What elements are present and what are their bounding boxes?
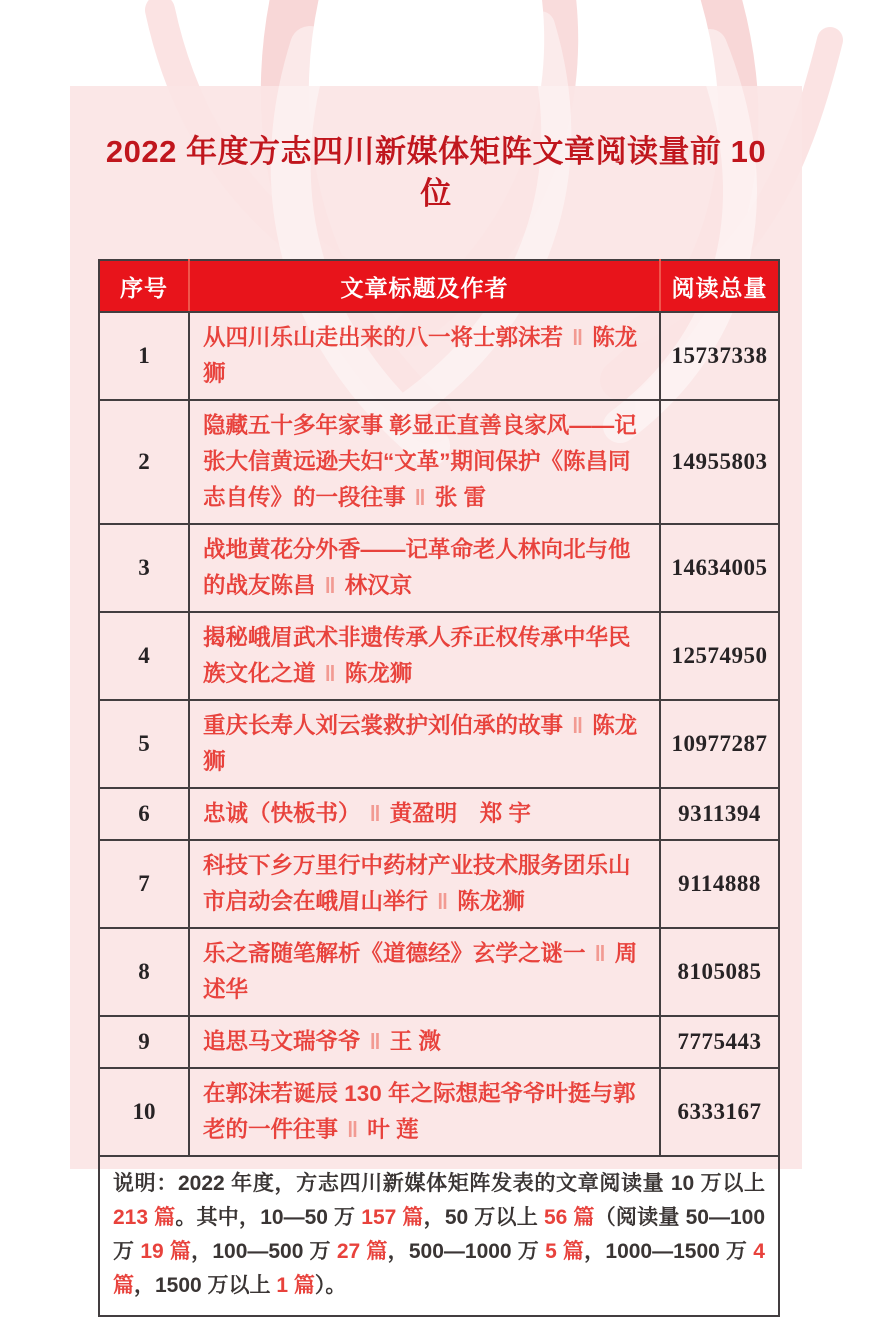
table-row	[99, 524, 779, 612]
footnote-segment: 19 篇	[140, 1240, 192, 1263]
author-name: 陈龙狮	[203, 325, 638, 386]
footnote-segment: 。其中，10—50 万	[175, 1206, 362, 1229]
article-title: 科技下乡万里行中药材产业技术服务团乐山市启动会在峨眉山举行	[203, 853, 631, 914]
author-separator: ‖	[324, 661, 336, 686]
table-row	[99, 788, 779, 840]
author-separator: ‖	[572, 325, 584, 350]
author-separator: ‖	[347, 1117, 359, 1142]
rank-number: 5	[99, 700, 189, 788]
article-cell	[189, 788, 660, 840]
article-title: 战地黄花分外香——记革命老人林向北与他的战友陈昌	[203, 537, 631, 598]
table-row	[99, 700, 779, 788]
column-header-reads: 阅读总量	[660, 260, 779, 312]
rank-number: 8	[99, 928, 189, 1016]
author-name: 周述华	[203, 941, 638, 1002]
table-body	[99, 312, 779, 1156]
rank-number: 7	[99, 840, 189, 928]
article-cell	[189, 928, 660, 1016]
article-title: 隐藏五十多年家事 彰显正直善良家风——记张大信黄远逊夫妇“文革”期间保护《陈昌同志自传》的一段往事	[203, 413, 637, 510]
footnote-segment: 1 篇	[276, 1274, 315, 1297]
article-title: 从四川乐山走出来的八一将士郭沫若	[203, 325, 564, 350]
footnote-segment: 157 篇	[361, 1206, 424, 1229]
table-row	[99, 612, 779, 700]
table-header	[99, 260, 779, 312]
article-cell	[189, 312, 660, 400]
article-cell	[189, 700, 660, 788]
table-row	[99, 1016, 779, 1068]
table-row	[99, 1068, 779, 1156]
read-count: 9114888	[660, 840, 779, 928]
footnote-segment: ，1000—1500 万	[584, 1240, 754, 1263]
read-count: 14634005	[660, 524, 779, 612]
author-separator: ‖	[414, 485, 426, 510]
rank-number: 3	[99, 524, 189, 612]
footnote-segment: ）。	[314, 1274, 347, 1297]
rank-number: 9	[99, 1016, 189, 1068]
read-count: 8105085	[660, 928, 779, 1016]
footnote-segment: 说明：2022 年度，方志四川新媒体矩阵发表的文章阅读量 10 万以上	[113, 1172, 765, 1195]
read-count: 6333167	[660, 1068, 779, 1156]
author-separator: ‖	[437, 889, 449, 914]
pink-panel	[70, 86, 802, 1297]
footnote-segment: 5 篇	[545, 1240, 585, 1263]
rank-number: 2	[99, 400, 189, 524]
author-separator: ‖	[594, 941, 606, 966]
footnote-segment: ，100—500 万	[191, 1240, 337, 1263]
read-count: 15737338	[660, 312, 779, 400]
author-name: 张 雷	[434, 485, 486, 510]
author-separator: ‖	[369, 1029, 381, 1054]
table-row	[99, 840, 779, 928]
column-header-number: 序号	[99, 260, 189, 312]
article-title: 在郭沫若诞辰 130 年之际想起爷爷叶挺与郭老的一件往事	[203, 1081, 636, 1142]
ranking-table	[98, 259, 780, 1317]
read-count: 7775443	[660, 1016, 779, 1068]
footnote-text	[99, 1156, 779, 1316]
rank-number: 10	[99, 1068, 189, 1156]
footnote-segment: 4 篇	[113, 1240, 765, 1297]
article-title: 忠诚（快板书）	[203, 801, 361, 826]
table-row	[99, 312, 779, 400]
article-cell	[189, 1068, 660, 1156]
article-cell	[189, 612, 660, 700]
article-title: 重庆长寿人刘云裳救护刘伯承的故事	[203, 713, 564, 738]
footnote-segment: （阅读量 50—100 万	[113, 1206, 766, 1263]
footnote-segment: ，1500 万以上	[134, 1274, 277, 1297]
author-name: 陈龙狮	[457, 889, 525, 914]
rank-number: 4	[99, 612, 189, 700]
footnote-segment: ，500—1000 万	[387, 1240, 546, 1263]
article-cell	[189, 524, 660, 612]
article-cell	[189, 400, 660, 524]
read-count: 9311394	[660, 788, 779, 840]
footnote-segment: 27 篇	[336, 1240, 388, 1263]
read-count: 10977287	[660, 700, 779, 788]
author-name: 陈龙狮	[203, 713, 638, 774]
read-count: 12574950	[660, 612, 779, 700]
article-cell	[189, 840, 660, 928]
footnote-segment: ，50 万以上	[423, 1206, 544, 1229]
table-row	[99, 928, 779, 1016]
column-header-title: 文章标题及作者	[189, 260, 660, 312]
article-title: 乐之斋随笔解析《道德经》玄学之谜一	[203, 941, 586, 966]
author-name: 林汉京	[344, 573, 413, 598]
read-count: 14955803	[660, 400, 779, 524]
footnote-row	[99, 1156, 779, 1316]
table-row	[99, 400, 779, 524]
author-name: 黄盈明 郑 宇	[389, 801, 531, 826]
author-separator: ‖	[324, 573, 336, 598]
page-title: 2022 年度方志四川新媒体矩阵文章阅读量前 10 位	[105, 134, 767, 211]
author-separator: ‖	[572, 713, 584, 738]
footnote-segment: 213 篇	[113, 1206, 176, 1229]
author-name: 叶 莲	[367, 1117, 419, 1142]
article-cell	[189, 1016, 660, 1068]
author-separator: ‖	[369, 801, 381, 826]
article-title: 揭秘峨眉武术非遗传承人乔正权传承中华民族文化之道	[203, 625, 631, 686]
author-name: 陈龙狮	[344, 661, 413, 686]
article-title: 追思马文瑞爷爷	[203, 1029, 361, 1054]
author-name: 王 溦	[389, 1029, 441, 1054]
rank-number: 1	[99, 312, 189, 400]
rank-number: 6	[99, 788, 189, 840]
footnote-segment: 56 篇	[544, 1206, 595, 1229]
